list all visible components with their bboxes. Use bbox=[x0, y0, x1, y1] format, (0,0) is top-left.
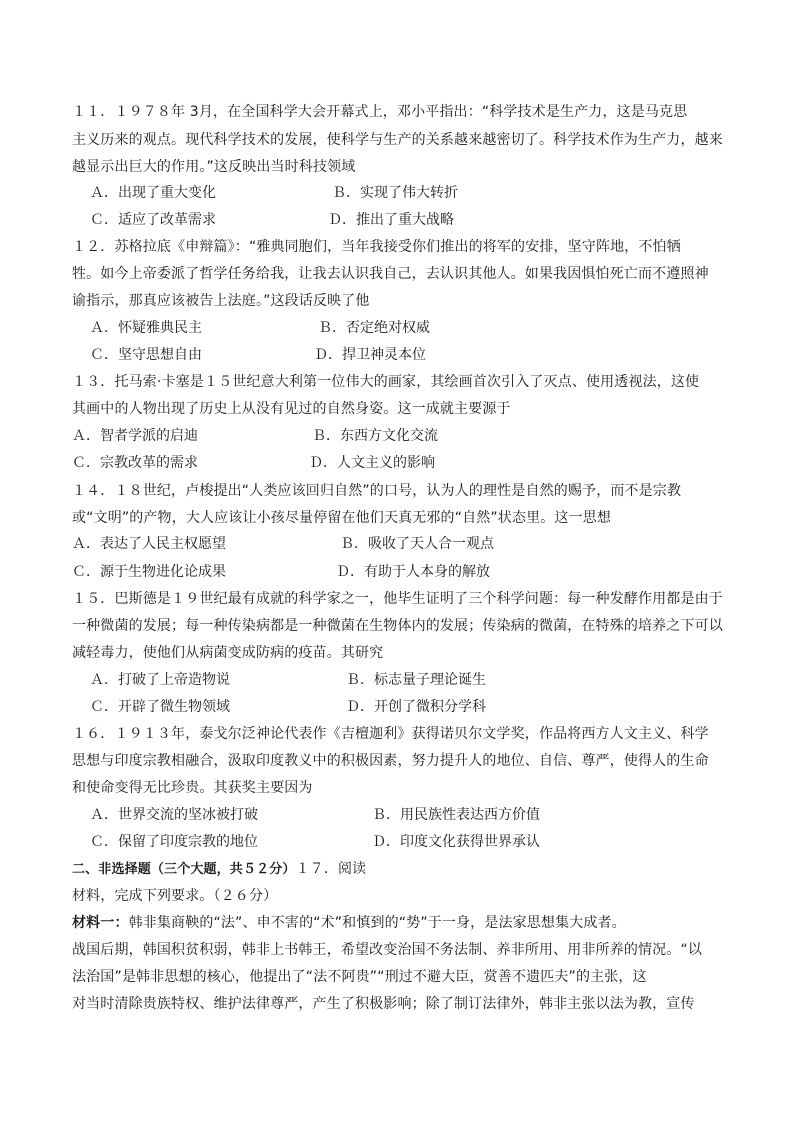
q17-instruction: 材料，完成下列要求。（２６分） bbox=[72, 888, 278, 904]
q15-option-b[interactable]: Ｂ．标志量子理论诞生 bbox=[346, 672, 486, 688]
material-1-label: 材料一： bbox=[72, 915, 129, 931]
q15-stem-line-2: 一种微菌的发展；每一种传染病都是一种微菌在生物体内的发展；传染病的微菌，在特殊的培养之下可以 bbox=[72, 618, 723, 634]
q15-stem-line-1: １５．巴斯德是１９世纪最有成就的科学家之一，他毕生证明了三个科学问题：每一种发酵作用都是由于 bbox=[72, 591, 723, 607]
q12-option-a[interactable]: Ａ．怀疑雅典民主 bbox=[90, 320, 202, 336]
q12-option-b[interactable]: Ｂ．否定绝对权威 bbox=[318, 320, 430, 336]
q13-option-b[interactable]: Ｂ．东西方文化交流 bbox=[312, 428, 438, 444]
q12-option-c[interactable]: Ｃ．坚守思想自由 bbox=[90, 347, 202, 363]
q13-stem-line-1: １３．托马索·卡塞是１５世纪意大利第一位伟大的画家，其绘画首次引入了灭点、使用透视法，这使 bbox=[72, 374, 700, 390]
q12-stem-line-3: 谕指示，那真应该被告上法庭。”这段话反映了他 bbox=[72, 293, 370, 309]
q12-stem-line-2: 牲。如今上帝委派了哲学任务给我，让我去认识我自己，去认识其他人。如果我因惧怕死亡而不遵照神 bbox=[72, 266, 709, 282]
q16-option-c[interactable]: Ｃ．保留了印度宗教的地位 bbox=[90, 834, 258, 850]
material-1-line-3: 法治国”是韩非思想的核心，他提出了“法不阿贵”“刑过不避大臣，赏善不遗匹夫”的主张，这 bbox=[72, 969, 647, 985]
q17-intro: １７．阅读 bbox=[295, 861, 367, 877]
q14-stem-line-2: 或“文明”的产物，大人应该让小孩尽量停留在他们天真无邪的“自然”状态里。这一思想 bbox=[72, 510, 612, 526]
q14-option-c[interactable]: Ｃ．源于生物进化论成果 bbox=[72, 564, 226, 580]
q13-option-c[interactable]: Ｃ．宗教改革的需求 bbox=[72, 455, 198, 471]
q11-option-c[interactable]: Ｃ．适应了改革需求 bbox=[90, 212, 216, 228]
q13-option-d[interactable]: Ｄ．人文主义的影响 bbox=[309, 455, 435, 471]
q15-option-c[interactable]: Ｃ．开辟了微生物领域 bbox=[90, 699, 230, 715]
q16-stem-line-3: 和使命变得无比珍贵。其获奖主要因为 bbox=[72, 780, 313, 796]
section-2-line bbox=[72, 859, 732, 880]
q15-stem-line-3: 减轻毒力，使他们从病菌变成防病的疫苗。其研究 bbox=[72, 645, 384, 661]
section-2-heading: 二、非选择题（三个大题，共５２分） bbox=[72, 862, 296, 877]
q11-option-b[interactable]: Ｂ．实现了伟大转折 bbox=[332, 185, 458, 201]
q12-option-d[interactable]: Ｄ．捍卫神灵本位 bbox=[314, 347, 426, 363]
q12-stem-line-1: １２．苏格拉底《申辩篇》：“雅典同胞们，当年我接受你们推出的将军的安排，坚守阵地，不怕牺 bbox=[72, 239, 681, 255]
q15-option-d[interactable]: Ｄ．开创了微积分学科 bbox=[346, 699, 486, 715]
q14-option-b[interactable]: Ｂ．吸收了天人合一观点 bbox=[340, 536, 494, 552]
material-1-line-1 bbox=[72, 913, 732, 933]
q16-stem-line-2: 思想与印度宗教相融合，汲取印度教义中的积极因素，努力提升人的地位、自信、尊严，使得人的生命 bbox=[72, 753, 709, 769]
q14-stem-line-1: １４．１８世纪，卢梭提出“人类应该回归自然”的口号，认为人的理性是自然的赐予，而不是宗教 bbox=[72, 483, 682, 499]
q16-option-a[interactable]: Ａ．世界交流的坚冰被打破 bbox=[90, 807, 258, 823]
q14-option-d[interactable]: Ｄ．有助于人本身的解放 bbox=[336, 564, 490, 580]
q16-stem-line-1: １６．１９１３年，泰戈尔泛神论代表作《吉檀迦利》获得诺贝尔文学奖，作品将西方人文主义、科学 bbox=[72, 726, 709, 742]
q11-option-a[interactable]: Ａ．出现了重大变化 bbox=[90, 185, 216, 201]
q14-option-a[interactable]: Ａ．表达了人民主权愿望 bbox=[72, 536, 226, 552]
q15-option-a[interactable]: Ａ．打破了上帝造物说 bbox=[90, 672, 230, 688]
material-1-line-2: 战国后期，韩国积贫积弱，韩非上书韩王，希望改变治国不务法制、养非所用、用非所养的情况。“以 bbox=[72, 942, 702, 958]
q13-option-a[interactable]: Ａ．智者学派的启迪 bbox=[72, 428, 198, 444]
q11-stem-line-3: 越显示出巨大的作用。”这反映出当时科技领域 bbox=[72, 159, 356, 175]
material-1-text: 韩非集商鞅的“法”、申不害的“术”和慎到的“势”于一身，是法家思想集大成者。 bbox=[128, 915, 626, 931]
material-1-line-4: 对当时清除贵族特权、维护法律尊严，产生了积极影响；除了制订法律外，韩非主张以法为教，宣传 bbox=[72, 996, 695, 1012]
q11-option-d[interactable]: Ｄ．推出了重大战略 bbox=[328, 212, 454, 228]
q11-stem-line-2: 主义历来的观点。现代科学技术的发展，使科学与生产的关系越来越密切了。科学技术作为生产力，越来 bbox=[72, 132, 723, 148]
q16-option-d[interactable]: Ｄ．印度文化获得世界承认 bbox=[372, 834, 540, 850]
q16-option-b[interactable]: Ｂ．用民族性表达西方价值 bbox=[372, 807, 540, 823]
q13-stem-line-2: 其画中的人物出现了历史上从没有见过的自然身姿。这一成就主要源于 bbox=[72, 401, 511, 417]
q11-stem-line-1: １１．１９７８年 3月，在全国科学大会开幕式上，邓小平指出：“科学技术是生产力，这是马克思 bbox=[72, 104, 688, 120]
